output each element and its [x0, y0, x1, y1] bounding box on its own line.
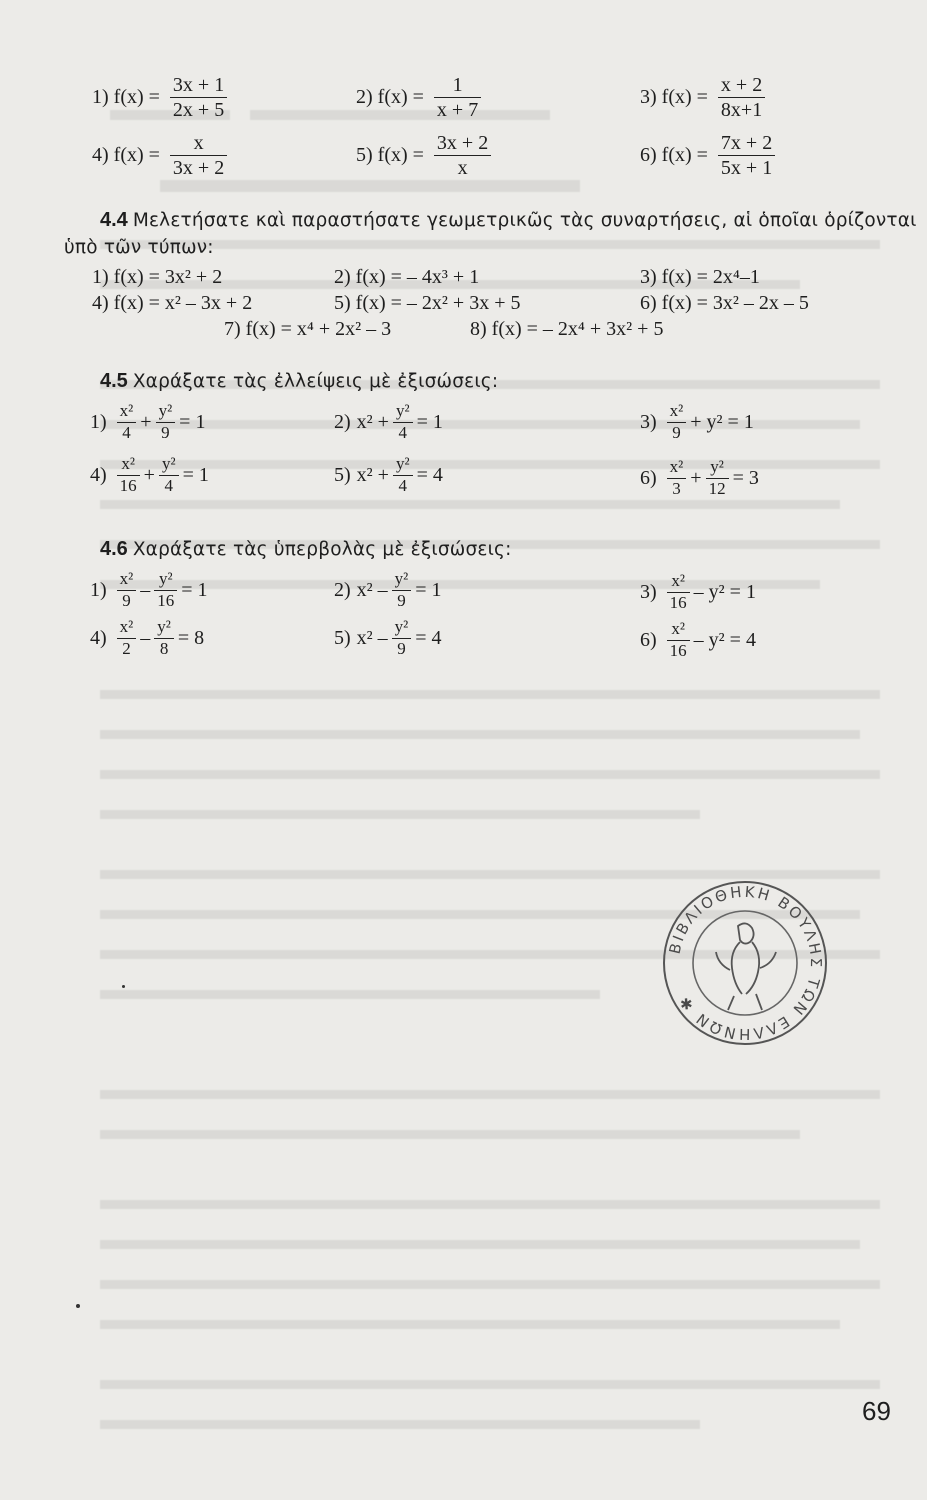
ellipse-equation-6: 6) $\frac{\text{x²}}{3}$ + $\frac{\text{y²}}{12}$ = 3	[640, 457, 759, 498]
ellipse-equation-1: 1) $\frac{\text{x²}}{4}$ + $\frac{\text{y²}}{9}$ = 1	[90, 401, 206, 442]
function-item: 4) f(x) = x² – 3x + 2	[92, 292, 253, 314]
function-item: 6) f(x) = 3x² – 2x – 5	[640, 292, 809, 314]
fraction: $\frac{x + 2}{8x+1}$	[718, 74, 765, 121]
top-exercise-2: 2) f(x) = $\frac{1}{x + 7}$	[356, 74, 485, 121]
ellipse-equation-2: 2) x² + $\frac{\text{y²}}{4}$ = 1	[334, 401, 443, 442]
function-item: 5) f(x) = – 2x² + 3x + 5	[334, 292, 521, 314]
hyperbola-equation-5: 5) x² – $\frac{\text{y²}}{9}$ = 4	[334, 617, 442, 658]
function-item: 8) f(x) = – 2x⁴ + 3x² + 5	[470, 318, 664, 340]
hyperbola-equation-6: 6) $\frac{\text{x²}}{16}$ – y² = 4	[640, 619, 756, 660]
svg-text:ΒΙΒΛΙΟΘΗΚΗ ΒΟΥΛΗΣ ΤΩΝ ΕΛΛΗΝΩΝ: ΒΙΒΛΙΟΘΗΚΗ ΒΟΥΛΗΣ ΤΩΝ ΕΛΛΗΝΩΝ ✱	[665, 882, 826, 1044]
ellipse-equation-4: 4) $\frac{\text{x²}}{16}$ + $\frac{\text{y²}}{4}$ = 1	[90, 454, 209, 495]
fraction: $\frac{3x + 1}{2x + 5}$	[170, 74, 227, 121]
section-4-4-heading: 4.4 Μελετήσατε καὶ παραστήσατε γεωμετρικῶς τὰς συναρτήσεις, αἱ ὁποῖαι ὁρίζονται	[100, 209, 917, 231]
library-stamp	[660, 878, 830, 1048]
function-item: 1) f(x) = 3x² + 2	[92, 266, 223, 288]
section-4-6-heading: 4.6 Χαράξατε τὰς ὑπερβολὰς μὲ ἐξισώσεις:	[100, 538, 512, 560]
top-exercise-4: 4) f(x) = $\frac{x}{3x + 2}$	[92, 132, 231, 179]
fraction: $\frac{x}{3x + 2}$	[170, 132, 227, 179]
top-exercise-1: 1) f(x) = $\frac{3x + 1}{2x + 5}$	[92, 74, 231, 121]
ellipse-equation-5: 5) x² + $\frac{\text{y²}}{4}$ = 4	[334, 454, 443, 495]
ellipse-equation-3: 3) $\frac{\text{x²}}{9}$ + y² = 1	[640, 401, 754, 442]
ink-speck	[76, 1304, 80, 1308]
hyperbola-equation-2: 2) x² – $\frac{\text{y²}}{9}$ = 1	[334, 569, 442, 610]
function-item: 2) f(x) = – 4x³ + 1	[334, 266, 480, 288]
function-item: 7) f(x) = x⁴ + 2x² – 3	[224, 318, 392, 340]
hyperbola-equation-3: 3) $\frac{\text{x²}}{16}$ – y² = 1	[640, 571, 756, 612]
top-exercise-5: 5) f(x) = $\frac{3x + 2}{x}$	[356, 132, 495, 179]
top-exercise-3: 3) f(x) = $\frac{x + 2}{8x+1}$	[640, 74, 769, 121]
top-exercise-6: 6) f(x) = $\frac{7x + 2}{5x + 1}$	[640, 132, 779, 179]
section-4-4-heading-cont: ὑπὸ τῶν τύπων:	[64, 237, 214, 258]
page-number: 69	[862, 1396, 891, 1426]
fraction: $\frac{7x + 2}{5x + 1}$	[718, 132, 775, 179]
section-4-5-heading: 4.5 Χαράξατε τὰς ἐλλείψεις μὲ ἐξισώσεις:	[100, 370, 499, 392]
hyperbola-equation-1: 1) $\frac{\text{x²}}{9}$ – $\frac{\text{y²}}{16}$ = 1	[90, 569, 208, 610]
ink-speck	[122, 985, 125, 988]
hyperbola-equation-4: 4) $\frac{\text{x²}}{2}$ – $\frac{\text{y²}}{8}$ = 8	[90, 617, 205, 658]
fraction: $\frac{1}{x + 7}$	[434, 74, 481, 121]
fraction: $\frac{3x + 2}{x}$	[434, 132, 491, 179]
function-item: 3) f(x) = 2x⁴–1	[640, 266, 760, 288]
